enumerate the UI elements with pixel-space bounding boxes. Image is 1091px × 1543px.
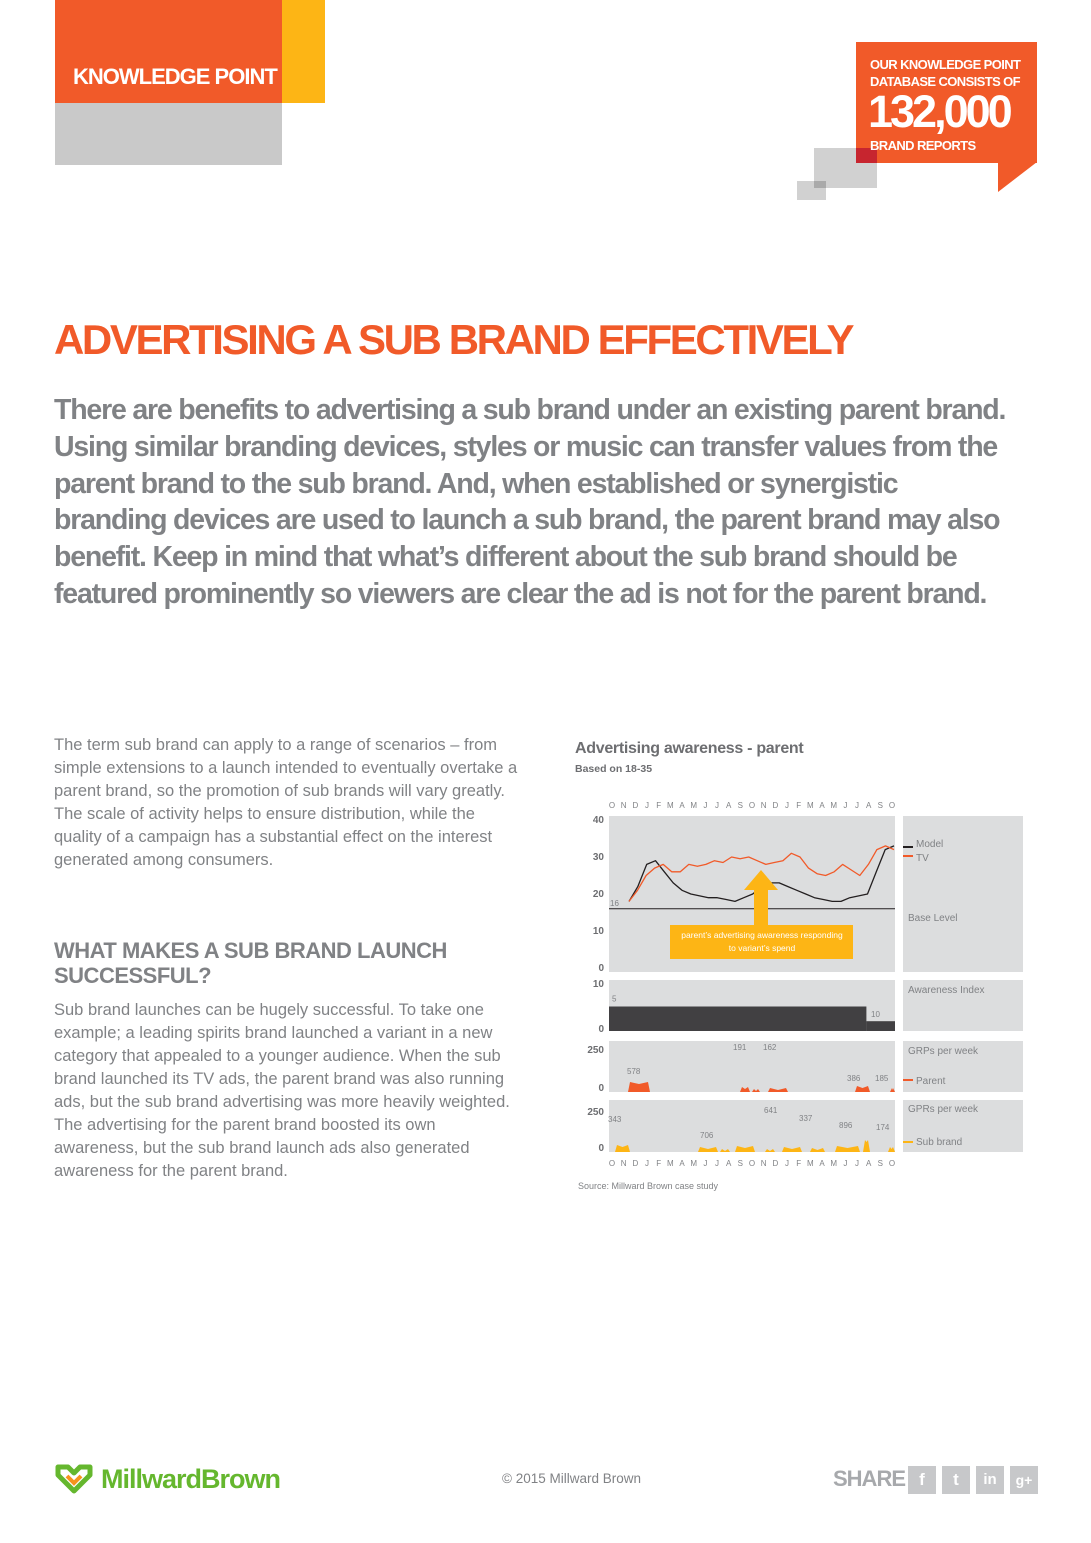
millward-brown-logo[interactable]: MillwardBrown <box>101 1464 281 1494</box>
subbrand-grp-value: 641 <box>764 1106 778 1115</box>
chart-panel <box>609 1041 895 1092</box>
database-line-1: OUR KNOWLEDGE POINT <box>870 57 1021 72</box>
month-label-top: S <box>737 801 744 810</box>
y-tick-label: 250 <box>587 1107 604 1118</box>
month-label-bottom: M <box>830 1159 838 1168</box>
subbrand-grp-value: 343 <box>608 1115 622 1124</box>
month-label-top: J <box>855 801 859 810</box>
y-tick-label: 10 <box>592 979 604 990</box>
month-label-top: M <box>806 801 814 810</box>
month-label-top: J <box>715 801 719 810</box>
month-label-bottom: S <box>737 1159 744 1168</box>
subheading: WHAT MAKES A SUB BRAND LAUNCH SUCCESSFUL? <box>54 938 447 988</box>
y-tick-label: 40 <box>592 815 604 826</box>
chart-title: Advertising awareness - parent <box>575 740 804 757</box>
month-label-top: J <box>645 801 649 810</box>
month-label-bottom: N <box>620 1159 627 1168</box>
month-label-top: O <box>748 801 756 810</box>
parent-grp-value: 185 <box>875 1074 889 1083</box>
month-label-bottom: A <box>725 1159 732 1168</box>
parent-grp-value: 162 <box>763 1043 777 1052</box>
y-tick-label: 0 <box>598 1083 604 1094</box>
month-label-bottom: J <box>715 1159 719 1168</box>
month-label-top: F <box>656 801 662 810</box>
database-number: 132,000 <box>868 86 1010 137</box>
subbrand-grp-value: 706 <box>700 1131 714 1140</box>
legend-base-label: Base Level <box>908 913 958 924</box>
page-title: ADVERTISING A SUB BRAND EFFECTIVELY <box>54 316 853 363</box>
month-label-top: J <box>843 801 848 810</box>
month-label-bottom: D <box>632 1159 639 1168</box>
month-label-bottom: O <box>888 1159 896 1168</box>
annotation-line-1: parent’s advertising awareness responding <box>681 930 843 940</box>
legend-grp-parent-label: GRPs per week <box>908 1046 979 1057</box>
month-label-top: J <box>703 801 708 810</box>
legend-grp-subbrand-label: GPRs per week <box>908 1104 979 1115</box>
month-label-top: J <box>785 801 789 810</box>
google-plus-icon[interactable]: g+ <box>1010 1466 1038 1494</box>
month-label-top: N <box>760 801 767 810</box>
legend-tv-label: TV <box>916 853 929 864</box>
month-label-bottom: O <box>608 1159 616 1168</box>
month-label-bottom: S <box>877 1159 884 1168</box>
y-tick-label: 30 <box>592 852 604 863</box>
chart-source: Source: Millward Brown case study <box>578 1181 719 1191</box>
header-yellow-block <box>282 0 325 103</box>
month-label-top: D <box>632 801 639 810</box>
month-label-top: O <box>888 801 896 810</box>
month-label-bottom: M <box>806 1159 814 1168</box>
intro-paragraph: There are benefits to advertising a sub brand under an existing parent brand. Using similar branding devices, styles or music can transfer values from the parent brand to the sub brand. And, when established or synergistic branding devices are used to launch a sub brand, the parent brand may also benefit. Keep in mind that what’s different about the sub brand should be featured prominently so viewers are clear the ad is not for the parent brand. <box>54 394 1006 610</box>
month-label-bottom: J <box>843 1159 848 1168</box>
body-paragraph-1: The term sub brand can apply to a range of scenarios – from simple extensions to a launch intended to eventually overtake a parent brand, so the promotion of sub brands will vary greatly. The scale of activity helps to ensure distribution, while the quality of a campaign has a substantial effect on the interest generated among consumers. <box>54 736 518 869</box>
index-bar <box>866 1021 895 1031</box>
month-label-bottom: F <box>796 1159 802 1168</box>
month-label-top: A <box>725 801 732 810</box>
month-label-bottom: J <box>703 1159 708 1168</box>
month-label-bottom: A <box>819 1159 825 1168</box>
month-label-bottom: D <box>772 1159 779 1168</box>
y-tick-label: 0 <box>598 1024 604 1035</box>
month-label-top: M <box>666 801 674 810</box>
month-label-bottom: J <box>855 1159 859 1168</box>
millward-brown-logo-icon <box>54 1463 94 1495</box>
month-label-top: A <box>679 801 685 810</box>
month-label-top: M <box>830 801 838 810</box>
index-bar <box>609 1007 866 1032</box>
month-label-bottom: M <box>666 1159 674 1168</box>
month-label-bottom: A <box>679 1159 685 1168</box>
subbrand-grp-value: 337 <box>799 1114 813 1123</box>
legend-index-label: Awareness Index <box>908 985 985 996</box>
knowledge-point-label: KNOWLEDGE POINT <box>73 64 277 89</box>
base-level-value: 16 <box>610 898 619 908</box>
facebook-icon[interactable]: f <box>908 1466 936 1494</box>
month-label-top: A <box>819 801 825 810</box>
subbrand-grp-value: 174 <box>876 1123 890 1132</box>
callout-tail <box>998 162 1037 192</box>
parent-grp-value: 386 <box>847 1074 861 1083</box>
month-label-bottom: F <box>656 1159 662 1168</box>
linkedin-icon[interactable]: in <box>976 1466 1004 1494</box>
decor-square <box>814 181 826 188</box>
month-label-top: O <box>608 801 616 810</box>
month-label-top: N <box>620 801 627 810</box>
legend-subbrand-label: Sub brand <box>916 1137 963 1148</box>
chart-subtitle: Based on 18-35 <box>575 763 653 775</box>
y-tick-label: 0 <box>598 1143 604 1154</box>
legend-parent-label: Parent <box>916 1076 946 1087</box>
legend-model-label: Model <box>916 839 944 850</box>
index-end-value: 10 <box>871 1010 880 1020</box>
parent-grp-value: 191 <box>733 1043 747 1052</box>
subbrand-grp-value: 896 <box>839 1121 853 1130</box>
database-text <box>870 56 1020 90</box>
month-label-bottom: J <box>645 1159 649 1168</box>
copyright: © 2015 Millward Brown <box>502 1471 642 1486</box>
parent-grp-value: 578 <box>627 1067 641 1076</box>
month-label-top: A <box>865 801 872 810</box>
share-label: SHARE <box>833 1466 906 1491</box>
twitter-icon[interactable]: t <box>942 1466 970 1494</box>
month-label-bottom: J <box>785 1159 789 1168</box>
month-label-bottom: O <box>748 1159 756 1168</box>
y-tick-label: 10 <box>592 926 604 937</box>
month-label-bottom: A <box>865 1159 872 1168</box>
y-tick-label: 250 <box>587 1045 604 1056</box>
y-tick-label: 20 <box>592 889 604 900</box>
month-label-bottom: N <box>760 1159 767 1168</box>
month-label-bottom: M <box>690 1159 698 1168</box>
database-line-3: BRAND REPORTS <box>870 138 976 153</box>
annotation-line-2: to variant’s spend <box>728 943 796 953</box>
month-label-top: F <box>796 801 802 810</box>
y-tick-label: 0 <box>598 963 604 974</box>
awareness-chart <box>570 790 1030 1175</box>
month-label-top: D <box>772 801 779 810</box>
database-line-2: DATABASE CONSISTS OF <box>870 74 1021 89</box>
month-label-top: S <box>877 801 884 810</box>
index-start-value: 5 <box>612 994 617 1004</box>
month-label-top: M <box>690 801 698 810</box>
body-paragraph-2: Sub brand launches can be hugely successful. To take one example; a leading spirits brand launched a variant in a new category that appealed to a younger audience. When the sub brand launched its TV ads, the parent brand was also running ads, but the sub brand advertising was more heavily weighted. The advertising for the parent brand boosted its own awareness, but the sub brand launch ads also generated awareness for the parent brand. <box>54 1001 510 1180</box>
